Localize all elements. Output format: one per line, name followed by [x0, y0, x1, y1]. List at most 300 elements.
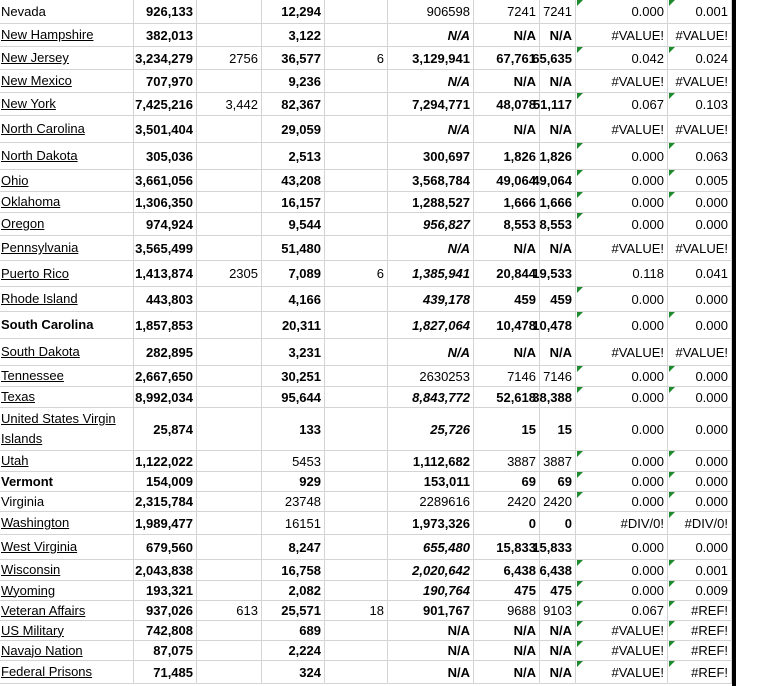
- value-cell-c6[interactable]: 10,478: [474, 312, 540, 338]
- value-cell-c6[interactable]: 20,844: [474, 261, 540, 286]
- value-cell-c1[interactable]: 3,565,499: [134, 236, 197, 260]
- value-cell-c2[interactable]: 2756: [197, 47, 262, 69]
- value-cell-c9[interactable]: #REF!: [668, 601, 732, 620]
- value-cell-c9[interactable]: 0.001: [668, 0, 732, 23]
- value-cell-c7[interactable]: N/A: [540, 236, 576, 260]
- value-cell-c2[interactable]: [197, 535, 262, 559]
- value-cell-c7[interactable]: 15,833: [540, 535, 576, 559]
- value-cell-c4[interactable]: [325, 472, 388, 491]
- value-cell-c7[interactable]: 6,438: [540, 560, 576, 580]
- value-cell-c4[interactable]: [325, 661, 388, 683]
- value-cell-c1[interactable]: 282,895: [134, 339, 197, 365]
- value-cell-c8[interactable]: #VALUE!: [576, 70, 668, 92]
- value-cell-c7[interactable]: 38,388: [540, 387, 576, 407]
- value-cell-c3[interactable]: 16,157: [262, 192, 325, 212]
- value-cell-c7[interactable]: 15: [540, 408, 576, 450]
- value-cell-c9[interactable]: #VALUE!: [668, 339, 732, 365]
- value-cell-c4[interactable]: [325, 24, 388, 46]
- value-cell-c3[interactable]: 9,236: [262, 70, 325, 92]
- value-cell-c6[interactable]: N/A: [474, 24, 540, 46]
- value-cell-c7[interactable]: 2420: [540, 492, 576, 511]
- value-cell-c7[interactable]: 69: [540, 472, 576, 491]
- value-cell-c4[interactable]: [325, 560, 388, 580]
- value-cell-c1[interactable]: 305,036: [134, 143, 197, 169]
- value-cell-c7[interactable]: 49,064: [540, 170, 576, 191]
- value-cell-c6[interactable]: 15,833: [474, 535, 540, 559]
- value-cell-c6[interactable]: 67,761: [474, 47, 540, 69]
- row-name-cell[interactable]: New Mexico: [0, 70, 134, 92]
- value-cell-c7[interactable]: 459: [540, 287, 576, 311]
- value-cell-c7[interactable]: 1,666: [540, 192, 576, 212]
- row-name-cell[interactable]: Pennsylvania: [0, 236, 134, 260]
- value-cell-c5[interactable]: 8,843,772: [388, 387, 474, 407]
- value-cell-c5[interactable]: 956,827: [388, 213, 474, 235]
- value-cell-c2[interactable]: [197, 339, 262, 365]
- value-cell-c2[interactable]: [197, 312, 262, 338]
- row-name-cell[interactable]: Puerto Rico: [0, 261, 134, 286]
- value-cell-c8[interactable]: #VALUE!: [576, 24, 668, 46]
- value-cell-c9[interactable]: #REF!: [668, 661, 732, 683]
- value-cell-c2[interactable]: [197, 451, 262, 471]
- value-cell-c5[interactable]: 906598: [388, 0, 474, 23]
- value-cell-c6[interactable]: 69: [474, 472, 540, 491]
- value-cell-c7[interactable]: 51,117: [540, 93, 576, 115]
- row-name-cell[interactable]: Navajo Nation: [0, 641, 134, 660]
- value-cell-c8[interactable]: 0.042: [576, 47, 668, 69]
- value-cell-c2[interactable]: [197, 408, 262, 450]
- value-cell-c8[interactable]: #VALUE!: [576, 641, 668, 660]
- value-cell-c5[interactable]: 190,764: [388, 581, 474, 600]
- value-cell-c3[interactable]: 3,231: [262, 339, 325, 365]
- value-cell-c2[interactable]: [197, 641, 262, 660]
- value-cell-c4[interactable]: [325, 339, 388, 365]
- value-cell-c2[interactable]: 2305: [197, 261, 262, 286]
- value-cell-c8[interactable]: 0.000: [576, 143, 668, 169]
- value-cell-c9[interactable]: 0.005: [668, 170, 732, 191]
- value-cell-c2[interactable]: [197, 287, 262, 311]
- value-cell-c9[interactable]: 0.000: [668, 192, 732, 212]
- value-cell-c9[interactable]: 0.000: [668, 451, 732, 471]
- value-cell-c8[interactable]: 0.000: [576, 387, 668, 407]
- value-cell-c7[interactable]: N/A: [540, 116, 576, 142]
- value-cell-c9[interactable]: 0.024: [668, 47, 732, 69]
- value-cell-c2[interactable]: [197, 366, 262, 386]
- value-cell-c6[interactable]: N/A: [474, 661, 540, 683]
- value-cell-c2[interactable]: [197, 387, 262, 407]
- row-name-cell[interactable]: West Virginia: [0, 535, 134, 559]
- value-cell-c3[interactable]: 929: [262, 472, 325, 491]
- value-cell-c5[interactable]: 655,480: [388, 535, 474, 559]
- value-cell-c3[interactable]: 4,166: [262, 287, 325, 311]
- value-cell-c5[interactable]: 1,288,527: [388, 192, 474, 212]
- value-cell-c8[interactable]: 0.000: [576, 492, 668, 511]
- value-cell-c8[interactable]: 0.000: [576, 287, 668, 311]
- value-cell-c6[interactable]: 49,064: [474, 170, 540, 191]
- value-cell-c6[interactable]: N/A: [474, 621, 540, 640]
- value-cell-c6[interactable]: N/A: [474, 339, 540, 365]
- value-cell-c5[interactable]: 2630253: [388, 366, 474, 386]
- value-cell-c5[interactable]: N/A: [388, 339, 474, 365]
- value-cell-c9[interactable]: 0.000: [668, 492, 732, 511]
- value-cell-c8[interactable]: 0.000: [576, 408, 668, 450]
- value-cell-c3[interactable]: 2,513: [262, 143, 325, 169]
- value-cell-c3[interactable]: 25,571: [262, 601, 325, 620]
- value-cell-c6[interactable]: 7146: [474, 366, 540, 386]
- value-cell-c2[interactable]: [197, 661, 262, 683]
- value-cell-c1[interactable]: 2,667,650: [134, 366, 197, 386]
- value-cell-c3[interactable]: 133: [262, 408, 325, 450]
- value-cell-c5[interactable]: N/A: [388, 116, 474, 142]
- value-cell-c9[interactable]: #DIV/0!: [668, 512, 732, 534]
- value-cell-c5[interactable]: 1,385,941: [388, 261, 474, 286]
- value-cell-c9[interactable]: #VALUE!: [668, 24, 732, 46]
- error-indicator-icon: [669, 93, 675, 99]
- value-cell-c4[interactable]: [325, 621, 388, 640]
- table-row: [0, 0, 732, 24]
- value-cell-c8[interactable]: #VALUE!: [576, 116, 668, 142]
- value-cell-c2[interactable]: [197, 143, 262, 169]
- row-name-cell[interactable]: North Carolina: [0, 116, 134, 142]
- row-name-cell[interactable]: Virginia: [0, 492, 134, 511]
- value-cell-c5[interactable]: 901,767: [388, 601, 474, 620]
- value-cell-c5[interactable]: N/A: [388, 621, 474, 640]
- value-cell-c7[interactable]: 3887: [540, 451, 576, 471]
- value-cell-c8[interactable]: 0.067: [576, 93, 668, 115]
- value-cell-c8[interactable]: 0.067: [576, 601, 668, 620]
- value-cell-c4[interactable]: 6: [325, 47, 388, 69]
- row-name-cell[interactable]: Oregon: [0, 213, 134, 235]
- value-cell-c2[interactable]: [197, 492, 262, 511]
- value-cell-c1[interactable]: 1,857,853: [134, 312, 197, 338]
- value-cell-c3[interactable]: 16,758: [262, 560, 325, 580]
- value-cell-c4[interactable]: 6: [325, 261, 388, 286]
- value-cell-c7[interactable]: N/A: [540, 24, 576, 46]
- value-cell-c8[interactable]: 0.000: [576, 560, 668, 580]
- row-name-cell[interactable]: Wyoming: [0, 581, 134, 600]
- value-cell-c1[interactable]: 974,924: [134, 213, 197, 235]
- error-indicator-icon: [577, 581, 583, 587]
- value-cell-c3[interactable]: 43,208: [262, 170, 325, 191]
- value-cell-c7[interactable]: 65,635: [540, 47, 576, 69]
- value-cell-c1[interactable]: 443,803: [134, 287, 197, 311]
- row-name-cell[interactable]: Utah: [0, 451, 134, 471]
- value-cell-c1[interactable]: 679,560: [134, 535, 197, 559]
- value-cell-c3[interactable]: 29,059: [262, 116, 325, 142]
- value-cell-c6[interactable]: 6,438: [474, 560, 540, 580]
- value-cell-c1[interactable]: 742,808: [134, 621, 197, 640]
- value-cell-c3[interactable]: 2,224: [262, 641, 325, 660]
- row-name-cell[interactable]: New York: [0, 93, 134, 115]
- value-cell-c5[interactable]: 25,726: [388, 408, 474, 450]
- value-cell-c2[interactable]: [197, 213, 262, 235]
- value-cell-c5[interactable]: 3,568,784: [388, 170, 474, 191]
- value-cell-c5[interactable]: 2289616: [388, 492, 474, 511]
- row-name-cell[interactable]: New Hampshire: [0, 24, 134, 46]
- row-name-cell[interactable]: Tennessee: [0, 366, 134, 386]
- value-cell-c7[interactable]: 0: [540, 512, 576, 534]
- value-cell-c1[interactable]: 2,043,838: [134, 560, 197, 580]
- value-cell-c6[interactable]: 9688: [474, 601, 540, 620]
- value-cell-c1[interactable]: 87,075: [134, 641, 197, 660]
- value-cell-c6[interactable]: 7241: [474, 0, 540, 23]
- value-cell-c9[interactable]: #VALUE!: [668, 116, 732, 142]
- value-cell-c3[interactable]: 9,544: [262, 213, 325, 235]
- value-cell-c7[interactable]: N/A: [540, 339, 576, 365]
- value-cell-c2[interactable]: [197, 170, 262, 191]
- value-cell-c3[interactable]: 12,294: [262, 0, 325, 23]
- value-cell-c5[interactable]: 1,827,064: [388, 312, 474, 338]
- value-cell-c2[interactable]: [197, 560, 262, 580]
- value-cell-c4[interactable]: [325, 0, 388, 23]
- value-cell-c3[interactable]: 324: [262, 661, 325, 683]
- value-cell-c1[interactable]: 382,013: [134, 24, 197, 46]
- value-cell-c9[interactable]: 0.000: [668, 387, 732, 407]
- value-cell-c1[interactable]: 926,133: [134, 0, 197, 23]
- value-cell-c2[interactable]: [197, 116, 262, 142]
- value-cell-c1[interactable]: 71,485: [134, 661, 197, 683]
- value-cell-c8[interactable]: 0.000: [576, 312, 668, 338]
- value-cell-c2[interactable]: [197, 70, 262, 92]
- value-cell-c6[interactable]: 1,666: [474, 192, 540, 212]
- value-cell-c4[interactable]: [325, 387, 388, 407]
- error-indicator-icon: [669, 312, 675, 318]
- value-cell-c4[interactable]: [325, 143, 388, 169]
- row-name-cell[interactable]: Federal Prisons: [0, 661, 134, 683]
- value-cell-c1[interactable]: 3,234,279: [134, 47, 197, 69]
- value-cell-c7[interactable]: 9103: [540, 601, 576, 620]
- value-cell-c4[interactable]: [325, 93, 388, 115]
- row-name-cell[interactable]: North Dakota: [0, 143, 134, 169]
- value-cell-c7[interactable]: 10,478: [540, 312, 576, 338]
- value-cell-c9[interactable]: 0.063: [668, 143, 732, 169]
- value-cell-c1[interactable]: 937,026: [134, 601, 197, 620]
- value-cell-c9[interactable]: 0.000: [668, 472, 732, 491]
- value-cell-c4[interactable]: [325, 451, 388, 471]
- value-cell-c9[interactable]: 0.000: [668, 408, 732, 450]
- value-cell-c3[interactable]: 16151: [262, 512, 325, 534]
- value-cell-c1[interactable]: 1,989,477: [134, 512, 197, 534]
- value-cell-c1[interactable]: 1,413,874: [134, 261, 197, 286]
- value-cell-c7[interactable]: N/A: [540, 661, 576, 683]
- value-cell-c7[interactable]: N/A: [540, 70, 576, 92]
- value-cell-c8[interactable]: 0.000: [576, 472, 668, 491]
- value-cell-c2[interactable]: [197, 192, 262, 212]
- value-cell-c6[interactable]: 459: [474, 287, 540, 311]
- row-name-cell[interactable]: Ohio: [0, 170, 134, 191]
- value-cell-c8[interactable]: 0.000: [576, 581, 668, 600]
- value-cell-c8[interactable]: 0.000: [576, 213, 668, 235]
- value-cell-c7[interactable]: 19,533: [540, 261, 576, 286]
- value-cell-c3[interactable]: 51,480: [262, 236, 325, 260]
- value-cell-c6[interactable]: 15: [474, 408, 540, 450]
- value-cell-c2[interactable]: [197, 512, 262, 534]
- value-cell-c9[interactable]: 0.001: [668, 560, 732, 580]
- value-cell-c5[interactable]: N/A: [388, 24, 474, 46]
- value-cell-c1[interactable]: 8,992,034: [134, 387, 197, 407]
- value-cell-c4[interactable]: [325, 535, 388, 559]
- value-cell-c3[interactable]: 5453: [262, 451, 325, 471]
- value-cell-c5[interactable]: 2,020,642: [388, 560, 474, 580]
- value-cell-c9[interactable]: 0.000: [668, 287, 732, 311]
- value-cell-c6[interactable]: 2420: [474, 492, 540, 511]
- value-cell-c5[interactable]: N/A: [388, 661, 474, 683]
- row-name-cell[interactable]: Texas: [0, 387, 134, 407]
- value-cell-c7[interactable]: 7241: [540, 0, 576, 23]
- value-cell-c3[interactable]: 36,577: [262, 47, 325, 69]
- value-cell-c7[interactable]: 8,553: [540, 213, 576, 235]
- value-cell-c6[interactable]: N/A: [474, 116, 540, 142]
- value-cell-c4[interactable]: [325, 213, 388, 235]
- error-indicator-icon: [669, 366, 675, 372]
- error-indicator-icon: [669, 641, 675, 647]
- value-cell-c8[interactable]: 0.000: [576, 170, 668, 191]
- value-cell-c4[interactable]: 18: [325, 601, 388, 620]
- value-cell-c2[interactable]: 3,442: [197, 93, 262, 115]
- value-cell-c4[interactable]: [325, 408, 388, 450]
- value-cell-c1[interactable]: 707,970: [134, 70, 197, 92]
- row-name-cell[interactable]: Washington: [0, 512, 134, 534]
- value-cell-c4[interactable]: [325, 170, 388, 191]
- value-cell-c2[interactable]: [197, 581, 262, 600]
- row-name-cell[interactable]: South Dakota: [0, 339, 134, 365]
- value-cell-c3[interactable]: 23748: [262, 492, 325, 511]
- value-cell-c3[interactable]: 30,251: [262, 366, 325, 386]
- value-cell-c5[interactable]: N/A: [388, 70, 474, 92]
- value-cell-c8[interactable]: #VALUE!: [576, 661, 668, 683]
- value-cell-c9[interactable]: #REF!: [668, 641, 732, 660]
- value-cell-c7[interactable]: N/A: [540, 621, 576, 640]
- value-cell-c8[interactable]: 0.000: [576, 451, 668, 471]
- value-cell-c4[interactable]: [325, 641, 388, 660]
- value-cell-c9[interactable]: 0.000: [668, 535, 732, 559]
- value-cell-c9[interactable]: 0.103: [668, 93, 732, 115]
- value-cell-c4[interactable]: [325, 70, 388, 92]
- value-cell-c2[interactable]: 613: [197, 601, 262, 620]
- value-cell-c8[interactable]: 0.118: [576, 261, 668, 286]
- value-cell-c9[interactable]: 0.009: [668, 581, 732, 600]
- value-cell-c3[interactable]: 95,644: [262, 387, 325, 407]
- row-name-cell[interactable]: Vermont: [0, 472, 134, 491]
- value-cell-c3[interactable]: 7,089: [262, 261, 325, 286]
- value-cell-c9[interactable]: #VALUE!: [668, 70, 732, 92]
- value-cell-c5[interactable]: 3,129,941: [388, 47, 474, 69]
- value-cell-c6[interactable]: 3887: [474, 451, 540, 471]
- value-cell-c7[interactable]: 7146: [540, 366, 576, 386]
- value-cell-c6[interactable]: 48,078: [474, 93, 540, 115]
- value-cell-c4[interactable]: [325, 312, 388, 338]
- row-name-cell[interactable]: Rhode Island: [0, 287, 134, 311]
- value-cell-c8[interactable]: 0.000: [576, 366, 668, 386]
- value-cell-c8[interactable]: 0.000: [576, 192, 668, 212]
- value-cell-c9[interactable]: 0.000: [668, 312, 732, 338]
- value-cell-c7[interactable]: 475: [540, 581, 576, 600]
- value-cell-c1[interactable]: 1,122,022: [134, 451, 197, 471]
- value-cell-c1[interactable]: 25,874: [134, 408, 197, 450]
- value-cell-c3[interactable]: 3,122: [262, 24, 325, 46]
- value-cell-c3[interactable]: 82,367: [262, 93, 325, 115]
- value-cell-c8[interactable]: #VALUE!: [576, 339, 668, 365]
- value-cell-c1[interactable]: 7,425,216: [134, 93, 197, 115]
- value-cell-c9[interactable]: 0.000: [668, 366, 732, 386]
- value-cell-c4[interactable]: [325, 236, 388, 260]
- value-cell-c5[interactable]: 7,294,771: [388, 93, 474, 115]
- table-row: [0, 170, 732, 192]
- value-cell-c2[interactable]: [197, 0, 262, 23]
- value-cell-c6[interactable]: 8,553: [474, 213, 540, 235]
- value-cell-c6[interactable]: N/A: [474, 236, 540, 260]
- value-cell-c4[interactable]: [325, 492, 388, 511]
- sheet-edge-border: [732, 0, 736, 686]
- value-cell-c6[interactable]: 0: [474, 512, 540, 534]
- row-name-cell[interactable]: Oklahoma: [0, 192, 134, 212]
- value-cell-c4[interactable]: [325, 192, 388, 212]
- value-cell-c4[interactable]: [325, 512, 388, 534]
- error-indicator-icon: [577, 560, 583, 566]
- value-cell-c5[interactable]: 153,011: [388, 472, 474, 491]
- value-cell-c6[interactable]: 52,618: [474, 387, 540, 407]
- value-cell-c5[interactable]: N/A: [388, 641, 474, 660]
- value-cell-c3[interactable]: 20,311: [262, 312, 325, 338]
- value-cell-c9[interactable]: #REF!: [668, 621, 732, 640]
- value-cell-c1[interactable]: 3,501,404: [134, 116, 197, 142]
- row-name-cell[interactable]: US Military: [0, 621, 134, 640]
- row-name-cell[interactable]: United States Virgin Islands: [0, 408, 134, 450]
- row-name-cell[interactable]: Wisconsin: [0, 560, 134, 580]
- value-cell-c5[interactable]: 439,178: [388, 287, 474, 311]
- value-cell-c4[interactable]: [325, 366, 388, 386]
- value-cell-c3[interactable]: 8,247: [262, 535, 325, 559]
- value-cell-c8[interactable]: #VALUE!: [576, 621, 668, 640]
- value-cell-c8[interactable]: #DIV/0!: [576, 512, 668, 534]
- row-name-cell[interactable]: New Jersey: [0, 47, 134, 69]
- value-cell-c2[interactable]: [197, 236, 262, 260]
- value-cell-c9[interactable]: 0.041: [668, 261, 732, 286]
- value-cell-c5[interactable]: 1,112,682: [388, 451, 474, 471]
- value-cell-c9[interactable]: 0.000: [668, 213, 732, 235]
- value-cell-c8[interactable]: 0.000: [576, 535, 668, 559]
- value-cell-c6[interactable]: N/A: [474, 70, 540, 92]
- value-cell-c5[interactable]: 300,697: [388, 143, 474, 169]
- value-cell-c1[interactable]: 3,661,056: [134, 170, 197, 191]
- value-cell-c4[interactable]: [325, 287, 388, 311]
- row-name-cell[interactable]: Nevada: [0, 0, 134, 23]
- value-cell-c6[interactable]: 1,826: [474, 143, 540, 169]
- value-cell-c8[interactable]: 0.000: [576, 0, 668, 23]
- value-cell-c4[interactable]: [325, 581, 388, 600]
- value-cell-c4[interactable]: [325, 116, 388, 142]
- value-cell-c5[interactable]: N/A: [388, 236, 474, 260]
- value-cell-c2[interactable]: [197, 24, 262, 46]
- value-cell-c6[interactable]: 475: [474, 581, 540, 600]
- value-cell-c1[interactable]: 154,009: [134, 472, 197, 491]
- value-cell-c1[interactable]: 1,306,350: [134, 192, 197, 212]
- value-cell-c7[interactable]: 1,826: [540, 143, 576, 169]
- value-cell-c3[interactable]: 2,082: [262, 581, 325, 600]
- row-name-cell[interactable]: South Carolina: [0, 312, 134, 338]
- value-cell-c2[interactable]: [197, 472, 262, 491]
- value-cell-c2[interactable]: [197, 621, 262, 640]
- value-cell-c6[interactable]: N/A: [474, 641, 540, 660]
- value-cell-c1[interactable]: 2,315,784: [134, 492, 197, 511]
- value-cell-c1[interactable]: 193,321: [134, 581, 197, 600]
- value-cell-c7[interactable]: N/A: [540, 641, 576, 660]
- error-indicator-icon: [577, 47, 583, 53]
- value-cell-c8[interactable]: #VALUE!: [576, 236, 668, 260]
- value-cell-c9[interactable]: #VALUE!: [668, 236, 732, 260]
- value-cell-c5[interactable]: 1,973,326: [388, 512, 474, 534]
- row-name-cell[interactable]: Veteran Affairs: [0, 601, 134, 620]
- value-cell-c3[interactable]: 689: [262, 621, 325, 640]
